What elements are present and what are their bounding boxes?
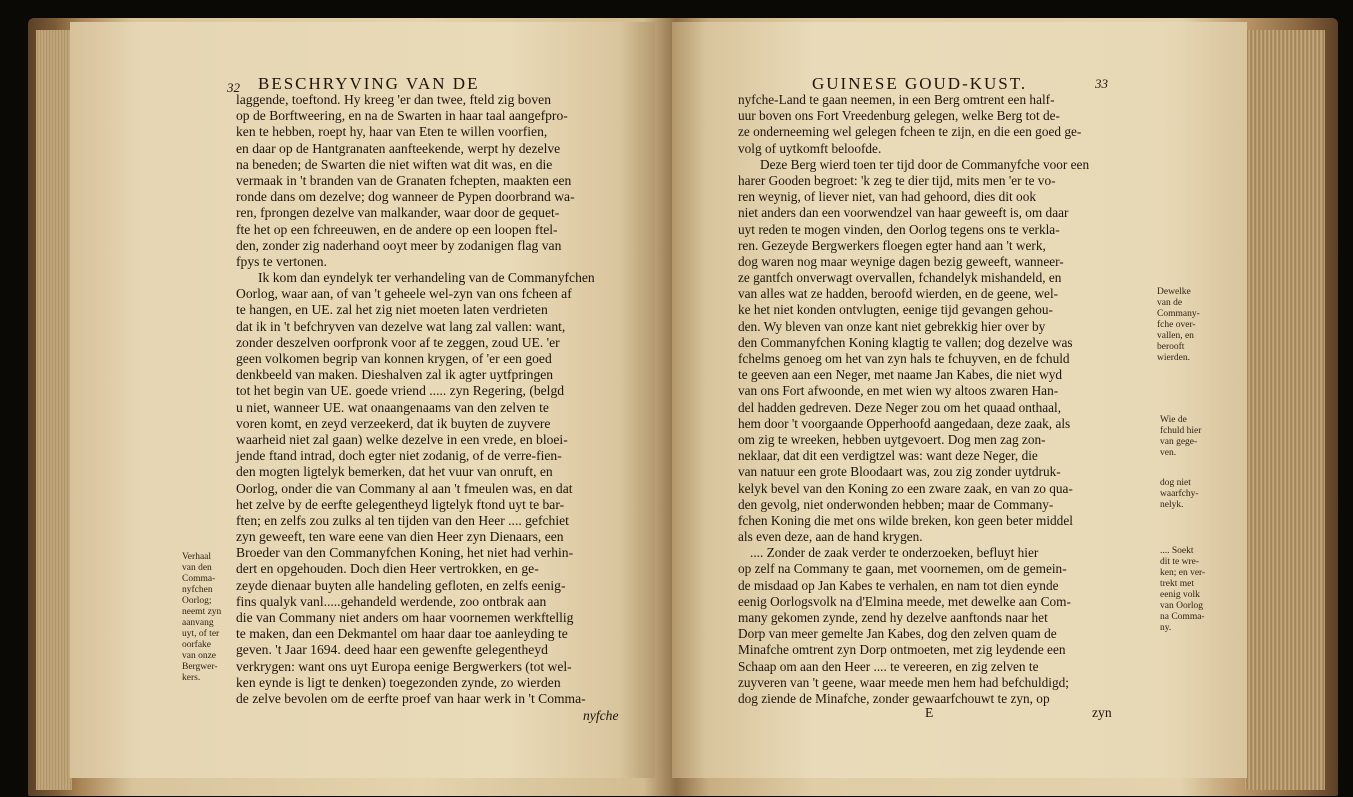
margin-line: kers. <box>182 673 201 683</box>
text-line: harer Gooden begroet: 'k zeg te dier tijd, mits men 'er te vo- <box>738 172 1056 188</box>
margin-line: nyfchen <box>182 585 213 595</box>
text-line: vermaak in 't branden van de Granaten fchepten, maakten een <box>236 172 572 188</box>
text-line: den. Wy bleven van onze kant niet gebrekkig hier over by <box>738 318 1046 334</box>
margin-line: na Comma- <box>1160 612 1205 622</box>
text-line: uyt reden te mogen vinden, den Oorlog tegens ons te verkla- <box>738 221 1060 237</box>
margin-line: Dewelke <box>1157 287 1191 297</box>
text-line: eenig Oorlogsvolk na d'Elmina meede, met dewelke aan Com- <box>738 593 1071 609</box>
text-line: den gevolg, niet onderwonden hebben; maar de Commany- <box>738 496 1054 512</box>
margin-line: ny. <box>1160 623 1172 633</box>
text-line: als even deze, aan de hand krygen. <box>738 529 923 545</box>
text-line: neklaar, dat dit een verdigtzel was: want deze Neger, die <box>738 448 1038 464</box>
left-running-head: BESCHRYVING VAN DE <box>258 74 480 93</box>
text-line: many gekomen zynde, zend hy dezelve aanftonds naar het <box>738 610 1048 625</box>
text-line: .... Zonder de zaak verder te onderzoeken, befluyt hier <box>750 545 1039 561</box>
text-line: den, zonder zig naderhand ooyt meer by zodanigen flag van <box>236 237 562 253</box>
text-line: den Commanyfchen Koning klagtig te vallen; dog dezelve was <box>738 334 1073 350</box>
text-line: zonder deszelven oorfpronk voor af te zeggen, zoud UE. 'er <box>236 334 560 350</box>
text-line: verkrygen: want ons uyt Europa eenige Bergwerkers (tot wel- <box>236 658 572 674</box>
text-line: dog ziende de Minafche, zonder gewaarfchouwt te zyn, op <box>738 690 1050 706</box>
text-line: dog waren nog maar weynige dagen bezig geweeft, wanneer- <box>738 253 1064 269</box>
text-line: ke het niet konden ontvlugten, eenige tijd gevangen gehou- <box>738 302 1053 318</box>
text-line: Oorlog, waar aan, of van 't geheele wel-zyn van ons fcheen af <box>236 286 572 302</box>
text-line: ren, fprongen dezelve van malkander, waar door de gequet- <box>236 205 560 221</box>
text-line: Broeder van den Commanyfchen Koning, het niet had verhin- <box>236 545 574 561</box>
text-line: Minafche omtrent zyn Dorp ontmoeten, met zig leydende een <box>738 642 1066 658</box>
margin-line: Wie de <box>1160 415 1187 425</box>
text-line: van alles wat ze hadden, beroofd wierden, en de geene, wel- <box>738 286 1059 302</box>
text-line: zuyveren van 't geene, waar meede men hem had befchuldigd; <box>738 674 1069 690</box>
text-line: op zelf na Commany te gaan, met voornemen, om de gemein- <box>738 561 1067 577</box>
margin-line: Commany- <box>1157 309 1200 319</box>
text-line: Deze Berg wierd toen ter tijd door de Commanyfche voor een <box>760 156 1090 172</box>
text-line: Schaap om aan den Heer .... te vereeren, en zig zelven te <box>738 658 1039 674</box>
text-line: fchen Koning die met ons wilde breken, kon geen beter middel <box>738 512 1073 528</box>
text-line: volg of uytkomft beloofde. <box>738 140 882 156</box>
text-line: niet anders dan een voorwendzel van haar geweeft is, om daar <box>738 205 1069 221</box>
text-line: dat ik in 't befchryven van dezelve wat lang zal vallen: want, <box>236 318 566 334</box>
right-margin-note-3 <box>1160 478 1199 511</box>
text-line: u niet, wanneer UE. wat onaangenaams van den zelven te <box>236 399 549 415</box>
margin-line: van den <box>182 563 212 573</box>
text-line: geven. 't Jaar 1694. deed haar een gewenfte gelegentheyd <box>236 642 548 658</box>
text-line: nyfche-Land te gaan neemen, in een Berg omtrent een half- <box>738 92 1055 107</box>
text-line: fchelms genoeg om het van zyn hals te fchuyven, en de fchuld <box>738 351 1070 366</box>
text-line: ken te hebben, roept hy, haar van Eten te willen voorfien, <box>236 124 548 140</box>
text-line: te maken, dan een Dekmantel om haar daar toe aanleyding te <box>236 626 568 642</box>
margin-line: van de <box>1157 298 1183 308</box>
margin-line: neemt zyn <box>182 607 222 617</box>
margin-line: ken; en ver- <box>1160 568 1206 578</box>
text-line: fins qualyk vanl.....gehandeld werdende, zoo ontbrak aan <box>236 593 547 609</box>
right-margin-note-2 <box>1160 415 1201 459</box>
margin-line: berooft <box>1157 342 1185 352</box>
text-line: van ons Fort afwoonde, en met wien wy altoos zwaren Han- <box>738 383 1059 399</box>
text-line: voren komt, en zeyd verzeekerd, dat ik buyten de zuyvere <box>236 415 551 431</box>
right-body-text <box>738 92 1089 707</box>
text-line: ren weynig, of liever niet, van had gehoord, dies dit ook <box>738 189 1036 205</box>
signature-mark: E <box>925 705 934 720</box>
margin-line: oorfake <box>182 640 212 650</box>
text-line: op de Borftweering, en na de Swarten in haar taal aangefpro- <box>236 108 568 124</box>
margin-line: Comma- <box>182 574 216 584</box>
right-page-number: 33 <box>1095 76 1108 91</box>
margin-line: fchuld hier <box>1160 426 1202 436</box>
left-margin-note <box>182 552 221 684</box>
margin-line: vallen, en <box>1157 331 1194 341</box>
text-line: kelyk bevel van den Koning zo een zware zaak, en van zo qua- <box>738 480 1073 496</box>
text-line: Ik kom dan eyndelyk ter verhandeling van de Commanyfchen <box>258 270 595 286</box>
margin-line: trekt met <box>1160 579 1195 589</box>
text-line: del hadden gedreven. Deze Neger zou om het quaad onthaal, <box>738 399 1062 415</box>
margin-line: ven. <box>1160 448 1177 458</box>
text-line: van natuur een grote Bloodaart was, zou zig zonder uytdruk- <box>738 464 1061 480</box>
text-line: fte het op een fchreeuwen, en de andere op een loopen ftel- <box>236 221 558 237</box>
margin-line: fche over- <box>1157 320 1196 330</box>
text-line: zeyde dienaar buyten alle handeling gefloten, en zelfs eenig- <box>236 577 566 593</box>
text-line: ronde dans om dezelve; dog wanneer de Pypen doorbrand wa- <box>236 189 575 205</box>
left-page-number: 32 <box>227 80 240 95</box>
text-line: ften; en zelfs zou zulks al ten tijden van den Heer .... gefchiet <box>236 512 569 528</box>
text-line: ze onderneeming wel gelegen fcheen te zijn, en die een goed ge- <box>738 124 1082 140</box>
margin-line: dog niet <box>1160 478 1191 488</box>
text-line: Oorlog, onder die van Commany al aan 't fmeulen was, en dat <box>236 480 573 496</box>
margin-line: nelyk. <box>1160 500 1184 510</box>
margin-line: Verhaal <box>182 552 212 562</box>
margin-line: eenig volk <box>1160 590 1200 600</box>
text-line: fpys te vertonen. <box>236 253 327 269</box>
right-margin-note-4 <box>1160 546 1205 634</box>
text-line: den mogten ligtelyk bemerken, dat het vuur van onruft, en <box>236 464 553 480</box>
text-line: ze gantfch onverwagt overvallen, fchandelyk mishandeld, en <box>738 270 1062 286</box>
margin-line: Bergwer- <box>182 662 218 672</box>
text-line: hem door 't voorgaande Opperhoofd aangedaan, deze zaak, als <box>738 415 1071 431</box>
text-line: ken eynde is ligt te denken) toegezonden zynde, zo wierden <box>236 674 561 690</box>
text-line: laggende, toeftond. Hy kreeg 'er dan twee, fteld zig boven <box>236 92 551 107</box>
margin-line: aanvang <box>182 618 214 628</box>
text-line: de misdaad op Jan Kabes te verhalen, en nam tot dien eynde <box>738 577 1059 593</box>
text-line: uur boven ons Fort Vreedenburg gelegen, welke Berg tot de- <box>738 108 1060 124</box>
text-line: geen volkomen begrip van konnen krygen, of 'er een goed <box>236 351 552 366</box>
right-catchword: zyn <box>1092 705 1112 720</box>
margin-line: .... Soekt <box>1160 546 1194 556</box>
left-page-edges <box>36 30 72 790</box>
margin-line: Oorlog; <box>182 596 212 606</box>
text-line: tot het begin van UE. goede vriend ..... zyn Regering, (belgd <box>236 383 565 399</box>
text-line: dert en opgehouden. Doch dien Heer vertrokken, en ge- <box>236 561 539 577</box>
text-line: het zelve by de eerfte gelegentheyd ligtelyk ftond uyt te bar- <box>236 496 565 512</box>
margin-line: waarfchy- <box>1160 489 1199 499</box>
margin-line: uyt, of ter <box>182 629 220 639</box>
text-line: ren. Gezeyde Bergwerkers floegen egter hand aan 't werk, <box>738 237 1046 253</box>
text-line: zyn geweeft, ten ware eene van dien Heer zyn Dienaars, een <box>236 529 564 545</box>
left-catchword: nyfche <box>583 708 619 723</box>
text-line: jende ftand intrad, doch egter niet zodanig, of de verre-fien- <box>236 448 562 464</box>
text-line: na beneden; de Swarten die niet wiften wat dit was, en die <box>236 156 553 172</box>
right-margin-note-1 <box>1157 287 1200 364</box>
text-line: te hangen, en UE. zal het zig niet moeten laten verdrieten <box>236 302 548 318</box>
right-page-edges <box>1245 30 1325 790</box>
margin-line: dit te wre- <box>1160 557 1200 567</box>
right-running-head: GUINESE GOUD-KUST. <box>812 74 1028 93</box>
margin-line: van gege- <box>1160 437 1198 447</box>
text-line: en daar op de Hantgranaten aanfteekende, werpt hy dezelve <box>236 140 561 156</box>
margin-line: van Oorlog <box>1160 601 1204 611</box>
text-line: Dorp van meer gemelte Jan Kabes, dog den zelven quam de <box>738 626 1057 642</box>
margin-line: wierden. <box>1157 353 1190 363</box>
text-line: waarheid niet zal gaan) welke dezelve in een vrede, en bloei- <box>236 431 568 447</box>
margin-line: van onze <box>182 651 217 661</box>
text-line: om zig te wreeken, hebben uytgevoert. Dog men zag zon- <box>738 431 1046 447</box>
left-body-text <box>236 92 595 707</box>
text-line: de zelve bevolen om de eerfte proef van haar werk in 't Comma- <box>236 690 586 706</box>
text-line: te geeven aan een Neger, met naame Jan Kabes, die niet wyd <box>738 367 1062 383</box>
text-line: die van Commany niet anders om haar voornemen werkftellig <box>236 610 574 625</box>
text-line: denkbeeld van maken. Dieshalven zal ik agter uytfpringen <box>236 367 554 383</box>
